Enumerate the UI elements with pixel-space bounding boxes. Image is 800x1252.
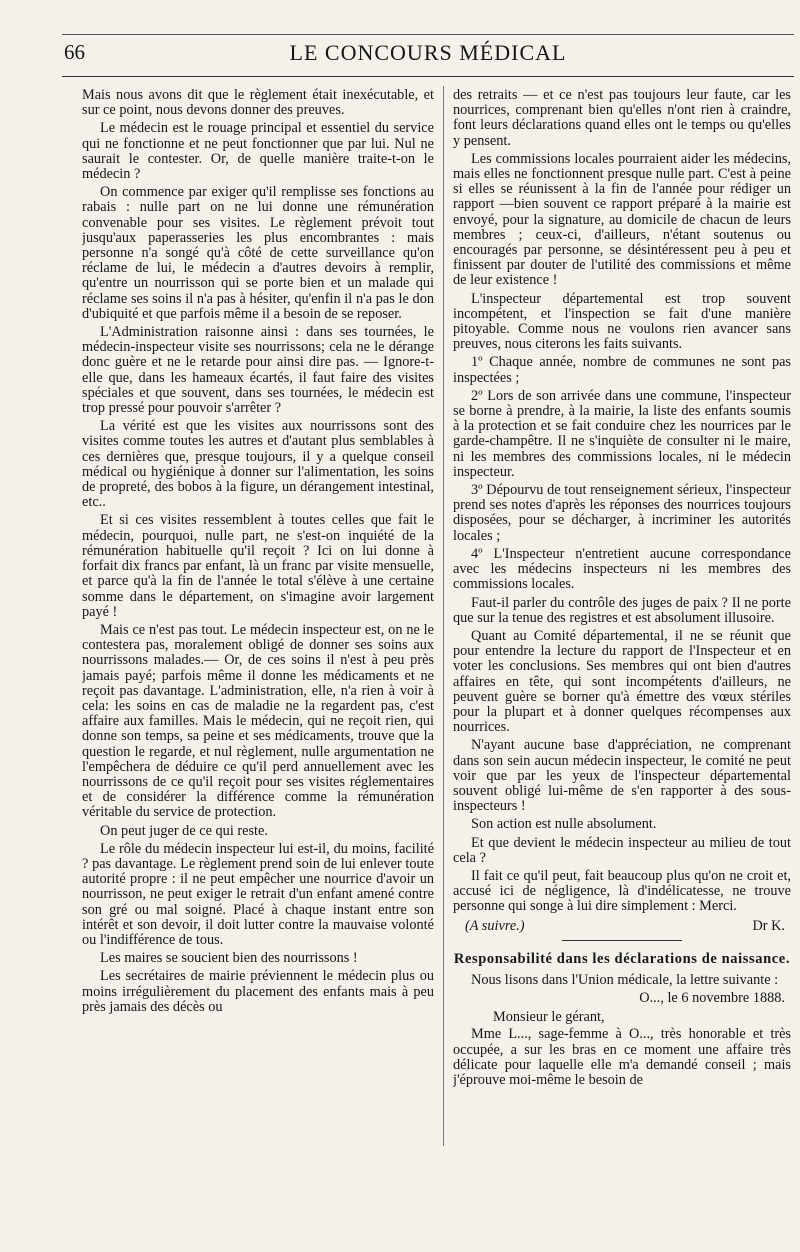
- paragraph: Et que devient le médecin inspecteur au milieu de tout cela ?: [453, 834, 791, 866]
- paragraph: Mais nous avons dit que le règlement était inexécutable, et sur ce point, nous devons donner des preuves.: [82, 88, 434, 119]
- paragraph: Nous lisons dans l'Union médicale, la lettre suivante :: [471, 971, 779, 988]
- paragraph: Quant au Comité départemental, il ne se réunit que pour entendre la lecture du rapport de l'Inspecteur et en voter les conclusions. Ses membres qui ont bien d'autres affaires en tête, qui sont incompétents d'ailleurs, ne peuvent guère se borner qu'à émettre des vœux stériles pour la plupart et à donner quelques récompenses aux nourrices.: [453, 627, 791, 736]
- paragraph: On commence par exiger qu'il remplisse ses fonctions au rabais : nulle part on ne lui donne une rémunération convenable pour ses visites. Le règlement prévoit tout jusqu'aux paperasseries les plus encombrantes : mais personne n'a songé qu'à côté de cette surveillance qu'on réclame de lui, le médecin a d'autres devoirs à remplir, qu'entre un nourrisson qui se porte bien et un malade qui réclame ses soins il n'a pas à hésiter, qu'enfin il n'a pas le don d'ubiquité et que parfois même il a besoin de se reposer.: [82, 184, 434, 322]
- paragraph: Il fait ce qu'il peut, fait beaucoup plus qu'on ne croit et, accusé ici de négligence, là d'indélicatesse, ne trouve personne qui songe à lui dire simplement : Merci.: [453, 867, 791, 915]
- paragraph: Mme L..., sage-femme à O..., très honorable et très occupée, a sur les bras en ce moment une affaire très délicate pour laquelle elle m'a demandé conseil ; mais j'éprouve moi-même le besoin de: [453, 1026, 791, 1088]
- paragraph: Le médecin est le rouage principal et essentiel du service qui ne fonctionne et ne peut fonctionner que par lui. Nul ne saurait le contester. Or, de quelle manière traite-t-on le médecin ?: [82, 120, 434, 183]
- running-title: LE CONCOURS MÉDICAL: [289, 40, 567, 65]
- column-divider: [443, 86, 444, 1146]
- page-number: 66: [64, 40, 85, 64]
- paragraph: L'inspecteur départemental est trop souvent incompétent, et l'inspection se fait d'une manière pitoyable. Comme nous ne voulons rien avancer sans preuves, nous citerons les faits suivants.: [453, 290, 791, 353]
- paragraph: Faut-il parler du contrôle des juges de paix ? Il ne porte que sur la tenue des registres et est absolument illusoire.: [453, 594, 791, 626]
- signature-line: [453, 919, 791, 934]
- list-item: 2º Lors de son arrivée dans une commune, l'inspecteur se borne à prendre, à la mairie, la liste des enfants soumis à la protection et se fait conduire chez les nourrices par le garde-champêtre. Il ne s'inquiète de consulter ni le maire, ni les membres des commissions locales, ni le médecin inspecteur.: [453, 387, 791, 480]
- paragraph: Les secrétaires de mairie préviennent le médecin plus ou moins irrégulièrement du placement des enfants mais à peu près jamais des décès ou: [82, 968, 434, 1015]
- right-column: [453, 88, 791, 1168]
- paragraph: Le rôle du médecin inspecteur lui est-il, du moins, facilité ? pas davantage. Le règlement prend soin de lui enlever toute autorité propre : il ne peut empêcher une nourrice d'avoir un nourrisson, ne peut exiger le retrait d'un enfant amené contre son gré ou mal soigné. Placé à chaque instant entre son intérêt et son devoir, il doit lutter contre la mauvaise volonté ou l'indifférence de tous.: [82, 840, 434, 948]
- section-title: Responsabilité dans les déclarations de naissance.: [453, 950, 791, 967]
- paragraph: des retraits — et ce n'est pas toujours leur faute, car les nourrices, comprenant bien qu'elles n'ont rien à craindre, font leurs déclarations quand elles ont le temps ou qu'elles y pensent.: [453, 88, 791, 149]
- list-item: 3º Dépourvu de tout renseignement sérieux, l'inspecteur prend ses notes d'après les réponses des nourrices toujours disposées, pour se décharger, à incriminer les autorités locales ;: [453, 482, 791, 544]
- list-item: 4º L'Inspecteur n'entretient aucune correspondance avec les médecins inspecteurs ni les membres des commissions locales.: [453, 545, 791, 593]
- left-column: [82, 88, 434, 1148]
- letter-date: O..., le 6 novembre 1888.: [639, 989, 785, 1006]
- paragraph: Les commissions locales pourraient aider les médecins, mais elles ne fonctionnent presque nulle part. C'est à peine si elles se réunissent à la fin de l'année pour rédiger un rapport —bien souvent ce rapport préparé à la mairie est envoyé, pour la signature, au domicile de chacun de leurs membres ; ceux-ci, d'ailleurs, n'étant soutenus ou encouragés par personne, se désintéressent peu à peu et finissent par douter de l'utilité des commissions et même de leur existence !: [453, 150, 791, 289]
- paragraph: Mais ce n'est pas tout. Le médecin inspecteur est, on ne le contestera pas, moralement obligé de donner ses soins aux nourrissons malades.— Or, de ces soins il n'est à peu près jamais payé; parfois même il donne les médicaments et ne reçoit pas davantage. L'administration, elle, n'a rien à voir à cela: les soins en cas de maladie ne la regardent pas, c'est affaire aux familles. Mais le médecin, qui ne reçoit rien, qui donne son temps, sa peine et ses médicaments, trouve que la question le regarde, et nul règlement, nulle argumentation ne l'empêchera de déduire ce qu'il perd annuellement avec les nourrissons de ce qu'il reçoit pour ses visites réglementaires et de considérer la différence comme la rémunération véritable du service de protection.: [82, 621, 434, 821]
- header-rule: [62, 76, 794, 77]
- list-item: 1º Chaque année, nombre de communes ne sont pas inspectées ;: [453, 354, 791, 386]
- author-signature: Dr K.: [752, 917, 785, 934]
- paragraph: On peut juger de ce qui reste.: [100, 822, 268, 839]
- paragraph: Son action est nulle absolument.: [471, 816, 657, 833]
- paragraph: Les maires se soucient bien des nourrissons !: [100, 950, 358, 967]
- to-be-continued: (A suivre.): [465, 917, 525, 934]
- facts-list: [453, 355, 791, 592]
- paragraph: L'Administration raisonne ainsi : dans ses tournées, le médecin-inspecteur visite ses nourrissons; cela ne le dérange donc guère et ne le retarde pour ainsi dire pas. — Ignore-t-elle que, dans les hameaux écartés, il faut faire des visites spéciales et que souvent, dans ses tournées, le médecin est trop pressé pour pouvoir s'arrêter ?: [82, 324, 434, 417]
- page-header: [64, 40, 792, 70]
- section-separator: [562, 940, 682, 941]
- paragraph: N'ayant aucune base d'appréciation, ne comprenant dans son sein aucun médecin inspecteur, le comité ne peut voir que par les yeux de l'inspecteur départemental souvent obligé lui-même de s'en rapporter à des sous-inspecteurs !: [453, 737, 791, 815]
- paragraph: Et si ces visites ressemblent à toutes celles que fait le médecin, pourquoi, nulle part, ne s'est-on inquiété de la rémunération habituelle qu'il reçoit ? Ici on lui donne à forfait dix francs par enfant, là un franc par visite mensuelle, et parce qu'à la fin de l'année le total s'élève à une certaine somme dans le département, on s'imagine avoir largement payé !: [82, 512, 434, 620]
- paragraph: La vérité est que les visites aux nourrissons sont des visites comme toutes les autres et d'autant plus semblables à ces dernières que, presque toujours, il y a quelque conseil médical ou hygiénique à donner sur l'alimentation, les soins de propreté, des bobos à la figure, un dérangement intestinal, etc..: [82, 418, 434, 511]
- letter-salutation: Monsieur le gérant,: [493, 1009, 605, 1026]
- top-rule: [62, 34, 794, 35]
